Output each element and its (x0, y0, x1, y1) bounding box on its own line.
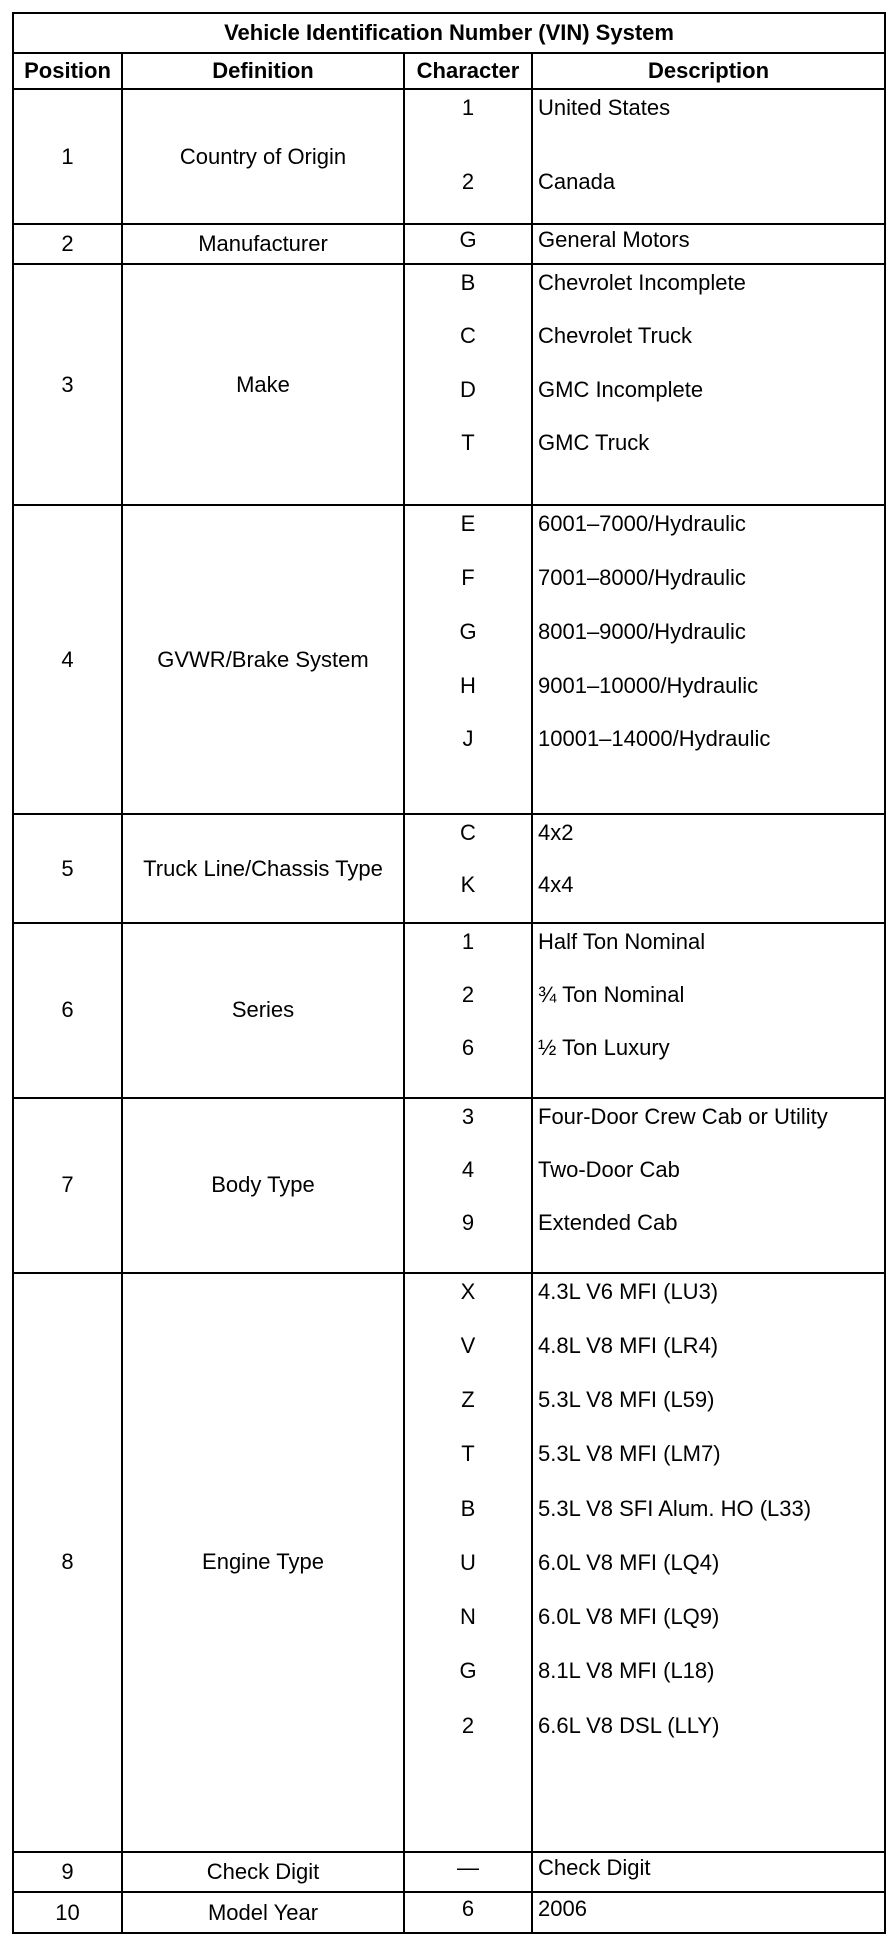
position-cell: 8 (13, 1273, 122, 1852)
character-cell (404, 1852, 532, 1893)
character-value: 4 (461, 1156, 475, 1182)
description-value: ½ Ton Luxury (538, 1034, 670, 1060)
definition-cell: Country of Origin (122, 89, 404, 224)
character-list (405, 506, 531, 753)
description-value: 9001–10000/Hydraulic (538, 672, 759, 698)
character-value: G (459, 227, 477, 253)
header-character: Character (404, 53, 532, 89)
table-row (13, 89, 885, 224)
position-cell: 1 (13, 89, 122, 224)
character-cell (404, 1098, 532, 1273)
description-value: 6.0L V8 MFI (LQ4) (538, 1549, 720, 1575)
description-value: Chevrolet Truck (538, 323, 693, 349)
character-value: 2 (461, 1712, 475, 1738)
description-value: 4x4 (538, 872, 574, 898)
character-list (405, 1099, 531, 1237)
definition-cell: Check Digit (122, 1852, 404, 1893)
description-value: 5.3L V8 SFI Alum. HO (L33) (538, 1495, 812, 1521)
description-value: Chevrolet Incomplete (538, 269, 746, 295)
character-value: T (461, 1441, 475, 1467)
description-value: Check Digit (538, 1855, 651, 1881)
description-cell (532, 264, 885, 505)
character-list (405, 1853, 531, 1884)
character-value: H (460, 672, 476, 698)
description-list (533, 265, 884, 457)
character-value: F (461, 565, 475, 591)
character-value: 6 (461, 1034, 475, 1060)
character-cell (404, 923, 532, 1098)
character-value: E (460, 511, 476, 537)
description-value: GMC Incomplete (538, 376, 704, 402)
character-value: C (460, 820, 476, 846)
table-row (13, 505, 885, 814)
description-value: ¾ Ton Nominal (538, 981, 685, 1007)
description-cell (532, 1892, 885, 1933)
description-cell (532, 1273, 885, 1852)
description-cell (532, 1098, 885, 1273)
description-list (533, 225, 884, 255)
character-cell (404, 89, 532, 224)
table-row (13, 814, 885, 922)
character-value: 2 (461, 169, 475, 194)
character-list (405, 90, 531, 196)
description-value: 2006 (538, 1895, 587, 1921)
character-value: T (461, 429, 475, 455)
position-cell: 7 (13, 1098, 122, 1273)
table-row (13, 1098, 885, 1273)
character-value: N (460, 1604, 476, 1630)
description-list (533, 924, 884, 1062)
character-value: K (460, 872, 476, 898)
description-value: Canada (538, 169, 616, 194)
description-value: 5.3L V8 MFI (LM7) (538, 1441, 721, 1467)
character-list (405, 924, 531, 1062)
table-row (13, 1273, 885, 1852)
description-list (533, 815, 884, 899)
description-list (533, 506, 884, 753)
character-cell (404, 224, 532, 263)
table-row (13, 1892, 885, 1933)
definition-cell: Make (122, 264, 404, 505)
description-cell (532, 814, 885, 922)
description-cell (532, 505, 885, 814)
description-value: 10001–14000/Hydraulic (538, 726, 771, 752)
character-value: D (460, 376, 476, 402)
table-row (13, 923, 885, 1098)
character-value: 2 (461, 981, 475, 1007)
character-value: 1 (461, 95, 475, 120)
character-list (405, 1893, 531, 1924)
character-value: 9 (461, 1209, 475, 1235)
description-list (533, 1274, 884, 1740)
character-list (405, 1274, 531, 1740)
description-value: 6.6L V8 DSL (LLY) (538, 1712, 720, 1738)
description-value: Four-Door Crew Cab or Utility (538, 1103, 828, 1129)
character-value: G (459, 618, 477, 644)
character-value: X (460, 1278, 476, 1304)
header-definition: Definition (122, 53, 404, 89)
table-row (13, 264, 885, 505)
description-list (533, 1099, 884, 1237)
position-cell: 4 (13, 505, 122, 814)
definition-cell: Truck Line/Chassis Type (122, 814, 404, 922)
position-cell: 3 (13, 264, 122, 505)
description-list (533, 1893, 884, 1924)
character-value: C (460, 323, 476, 349)
description-value: Two-Door Cab (538, 1156, 680, 1182)
table-header-row (13, 53, 885, 89)
character-value: 1 (461, 928, 475, 954)
character-value: V (460, 1332, 476, 1358)
description-value: Extended Cab (538, 1209, 678, 1235)
position-cell: 10 (13, 1892, 122, 1933)
definition-cell: Engine Type (122, 1273, 404, 1852)
character-value: 6 (461, 1895, 475, 1921)
character-value: U (460, 1549, 476, 1575)
character-value: Z (461, 1387, 475, 1413)
character-list (405, 815, 531, 899)
description-cell (532, 923, 885, 1098)
description-value: 8001–9000/Hydraulic (538, 618, 746, 644)
description-value: Half Ton Nominal (538, 928, 706, 954)
definition-cell: Manufacturer (122, 224, 404, 263)
definition-cell: Body Type (122, 1098, 404, 1273)
description-value: 4.3L V6 MFI (LU3) (538, 1278, 719, 1304)
header-position: Position (13, 53, 122, 89)
description-cell (532, 224, 885, 263)
description-value: General Motors (538, 227, 690, 253)
table-body (13, 89, 885, 1933)
table-row (13, 1852, 885, 1893)
definition-cell: GVWR/Brake System (122, 505, 404, 814)
position-cell: 9 (13, 1852, 122, 1893)
table-title-row (13, 13, 885, 53)
character-cell (404, 1273, 532, 1852)
character-value: B (460, 269, 476, 295)
character-list (405, 265, 531, 457)
description-cell (532, 1852, 885, 1893)
position-cell: 5 (13, 814, 122, 922)
position-cell: 6 (13, 923, 122, 1098)
description-list (533, 1853, 884, 1884)
description-value: United States (538, 95, 671, 120)
character-cell (404, 814, 532, 922)
character-cell (404, 505, 532, 814)
description-value: 7001–8000/Hydraulic (538, 565, 746, 591)
character-value: 3 (461, 1103, 475, 1129)
character-value: J (462, 726, 474, 752)
character-value: — (457, 1855, 479, 1881)
table-title: Vehicle Identification Number (VIN) System (13, 13, 885, 53)
definition-cell: Model Year (122, 1892, 404, 1933)
description-value: 8.1L V8 MFI (L18) (538, 1658, 715, 1684)
description-value: 4x2 (538, 820, 574, 846)
character-cell (404, 264, 532, 505)
description-list (533, 90, 884, 196)
header-description: Description (532, 53, 885, 89)
definition-cell: Series (122, 923, 404, 1098)
description-value: 4.8L V8 MFI (LR4) (538, 1332, 719, 1358)
position-cell: 2 (13, 224, 122, 263)
character-list (405, 225, 531, 255)
character-value: B (460, 1495, 476, 1521)
description-value: 6001–7000/Hydraulic (538, 511, 746, 537)
description-cell (532, 89, 885, 224)
character-value: G (459, 1658, 477, 1684)
description-value: GMC Truck (538, 429, 650, 455)
description-value: 5.3L V8 MFI (L59) (538, 1387, 715, 1413)
character-cell (404, 1892, 532, 1933)
vin-system-table (12, 12, 886, 1934)
table-row (13, 224, 885, 263)
description-value: 6.0L V8 MFI (LQ9) (538, 1604, 720, 1630)
